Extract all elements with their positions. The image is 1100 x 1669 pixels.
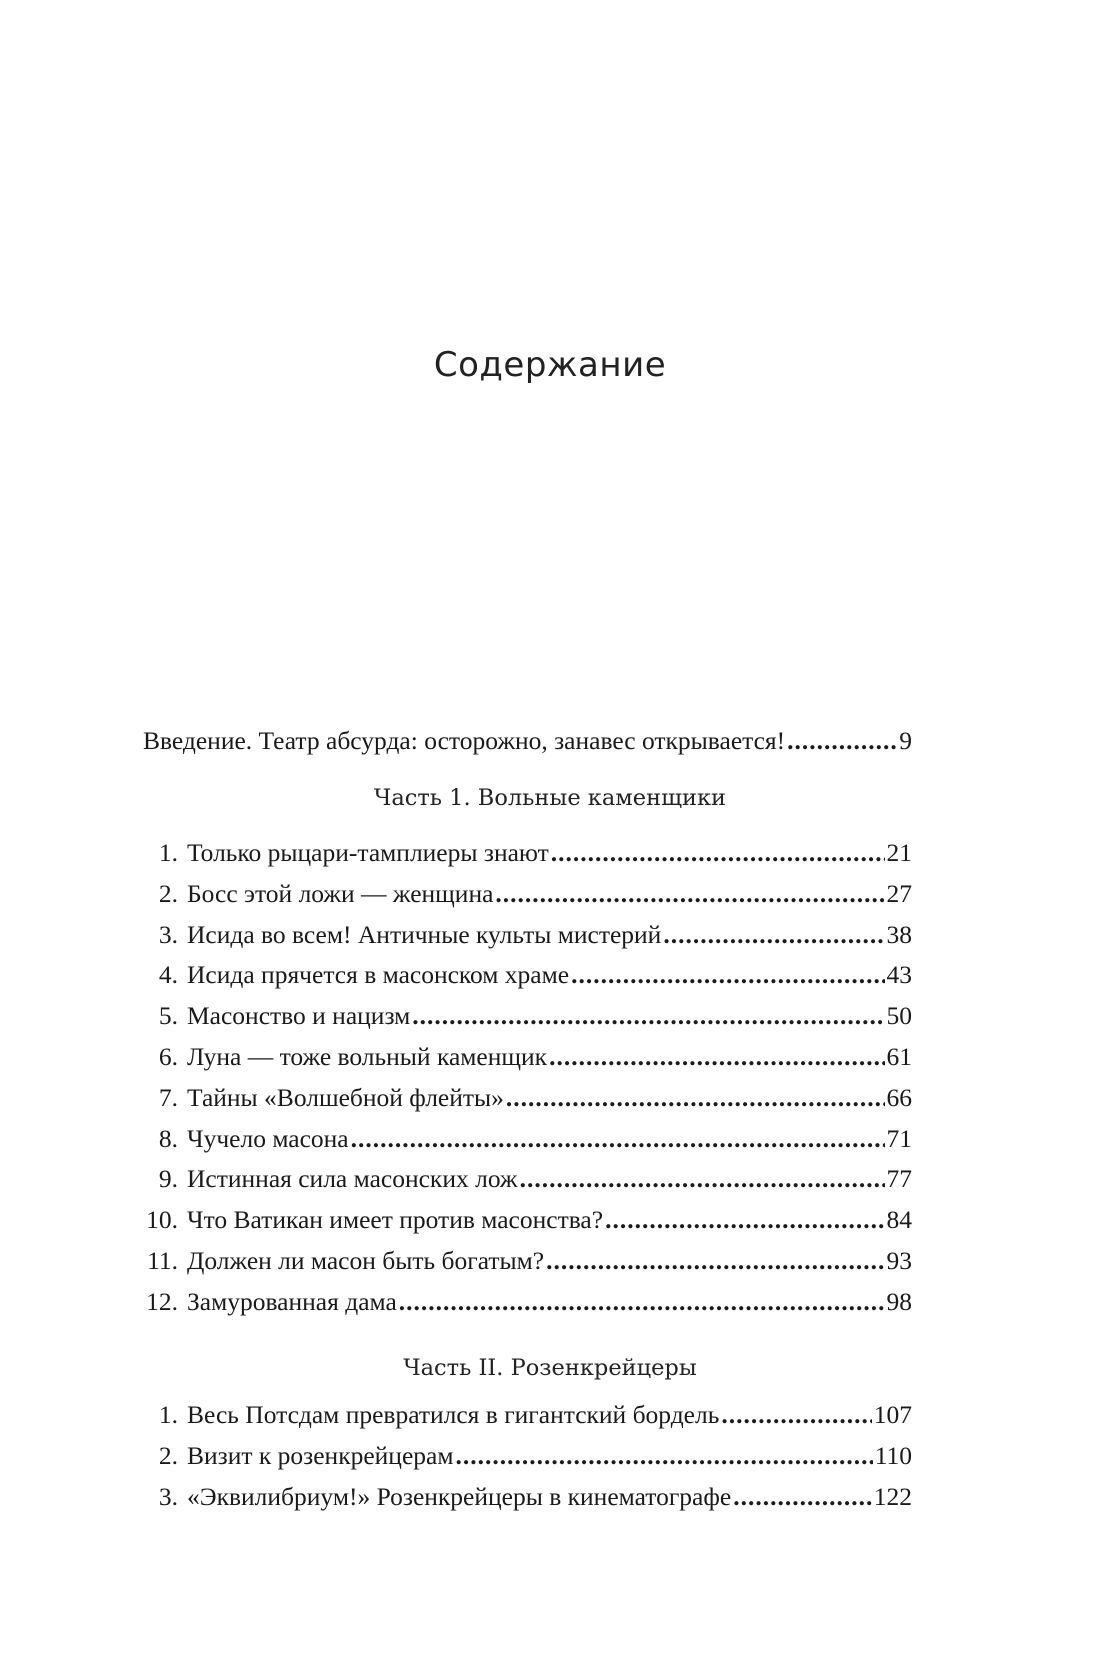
- toc-entry-page: 66: [886, 1082, 912, 1112]
- dot-leader: [571, 960, 884, 990]
- toc-entry-page: 107: [873, 1400, 912, 1429]
- toc-entry-page: 61: [886, 1042, 912, 1071]
- toc-entry-title: Замурованная дама: [187, 1286, 397, 1316]
- toc-entry-title: Введение. Театр абсурда: осторожно, занавес открывается!: [143, 726, 786, 755]
- toc-entry-number: 5.: [158, 1001, 178, 1031]
- dot-leader: [399, 1287, 885, 1317]
- dot-leader: [412, 1001, 884, 1031]
- toc-entry-page: 43: [886, 960, 912, 990]
- toc-entry[interactable]: [140, 1400, 912, 1432]
- toc-entry-number: 1.: [158, 1400, 178, 1429]
- toc-entry-number: 6.: [158, 1042, 178, 1071]
- dot-leader: [506, 1083, 885, 1113]
- toc-entry[interactable]: [140, 1001, 912, 1033]
- dot-leader: [721, 1400, 871, 1430]
- toc-entry[interactable]: [140, 879, 912, 911]
- dot-leader: [549, 1042, 884, 1072]
- toc-entry-number: 11.: [147, 1246, 178, 1275]
- toc-entry-title: Только рыцари-тамплиеры знают: [187, 838, 549, 867]
- toc-entry[interactable]: [140, 1441, 912, 1473]
- toc-entry-number: 7.: [158, 1082, 178, 1112]
- toc-entry-number: 3.: [158, 919, 178, 949]
- dot-leader: [605, 1205, 884, 1235]
- toc-entry-page: 21: [886, 838, 912, 867]
- toc-entry-page: 50: [886, 1001, 912, 1031]
- dot-leader: [733, 1482, 872, 1512]
- toc-entry-title: Тайны «Волшебной флейты»: [187, 1082, 504, 1112]
- toc-entry-title: Исида прячется в масонском храме: [187, 960, 570, 990]
- dot-leader: [787, 726, 897, 756]
- toc-entry-title: Исида во всем! Античные культы мистерий: [187, 919, 662, 949]
- dot-leader: [546, 1246, 884, 1276]
- toc-entry-page: 27: [886, 878, 912, 908]
- toc-entry-title: Визит к розенкрейцерам: [187, 1441, 454, 1470]
- toc-entry[interactable]: [140, 1042, 912, 1074]
- toc-entry-title: Что Ватикан имеет против масонства?: [187, 1205, 604, 1235]
- toc-entry[interactable]: [140, 1124, 912, 1156]
- toc-entry[interactable]: [140, 1246, 912, 1278]
- toc-entry-number: 12.: [146, 1286, 178, 1316]
- toc-entry-title: Должен ли масон быть богатым?: [187, 1246, 545, 1275]
- toc-entry[interactable]: [140, 960, 912, 992]
- toc-entry-number: 9.: [158, 1164, 178, 1194]
- toc-entry-number: 1.: [158, 838, 178, 867]
- dot-leader: [495, 879, 884, 909]
- toc-entry[interactable]: [140, 920, 912, 952]
- toc-entry-page: 38: [886, 919, 912, 949]
- toc-entry-title: Истинная сила масонских лож: [187, 1164, 518, 1194]
- toc-entry-number: 10.: [146, 1205, 178, 1235]
- toc-entry-page: 122: [873, 1482, 912, 1511]
- dot-leader: [351, 1124, 885, 1154]
- toc-entry-number: 2.: [158, 1441, 178, 1470]
- toc-entry-title: «Эквилибриум!» Розенкрейцеры в кинематографе: [187, 1482, 732, 1511]
- toc-entry-number: 4.: [158, 960, 178, 990]
- toc-entry[interactable]: [140, 1164, 912, 1196]
- toc-entry[interactable]: [140, 838, 912, 870]
- toc-entry-page: 93: [886, 1246, 912, 1275]
- toc-entry-title: Масонство и нацизм: [187, 1001, 411, 1031]
- toc-entry-number: 2.: [158, 878, 178, 908]
- toc-entry-page: 77: [886, 1164, 912, 1194]
- dot-leader: [551, 838, 885, 868]
- part-heading: Часть 1. Вольные каменщики: [373, 785, 727, 811]
- toc-entry[interactable]: [140, 1482, 912, 1514]
- part-heading: Часть II. Розенкрейцеры: [403, 1355, 697, 1381]
- toc-entry-page: 84: [886, 1205, 912, 1235]
- toc-entry-title: Весь Потсдам превратился в гигантский бордель: [187, 1400, 720, 1429]
- dot-leader: [455, 1441, 872, 1471]
- toc-entry-page: 110: [874, 1441, 912, 1470]
- toc-entry-page: 98: [886, 1286, 912, 1316]
- toc-entry-title: Босс этой ложи — женщина: [187, 878, 494, 908]
- toc-entry-title: Луна — тоже вольный каменщик: [187, 1042, 548, 1071]
- toc-entry[interactable]: [140, 1287, 912, 1319]
- dot-leader: [520, 1164, 885, 1194]
- toc-entry-title: Чучело масона: [187, 1123, 349, 1153]
- toc-entry-page: 71: [886, 1123, 912, 1153]
- toc-entry[interactable]: [140, 1083, 912, 1115]
- dot-leader: [663, 920, 884, 950]
- toc-entry-number: 8.: [158, 1123, 178, 1153]
- toc-entry-number: 3.: [158, 1482, 178, 1511]
- toc-entry-page: 9: [899, 726, 912, 755]
- page-title: Содержание: [433, 345, 667, 385]
- toc-entry-intro[interactable]: [143, 726, 912, 758]
- toc-entry[interactable]: [140, 1205, 912, 1237]
